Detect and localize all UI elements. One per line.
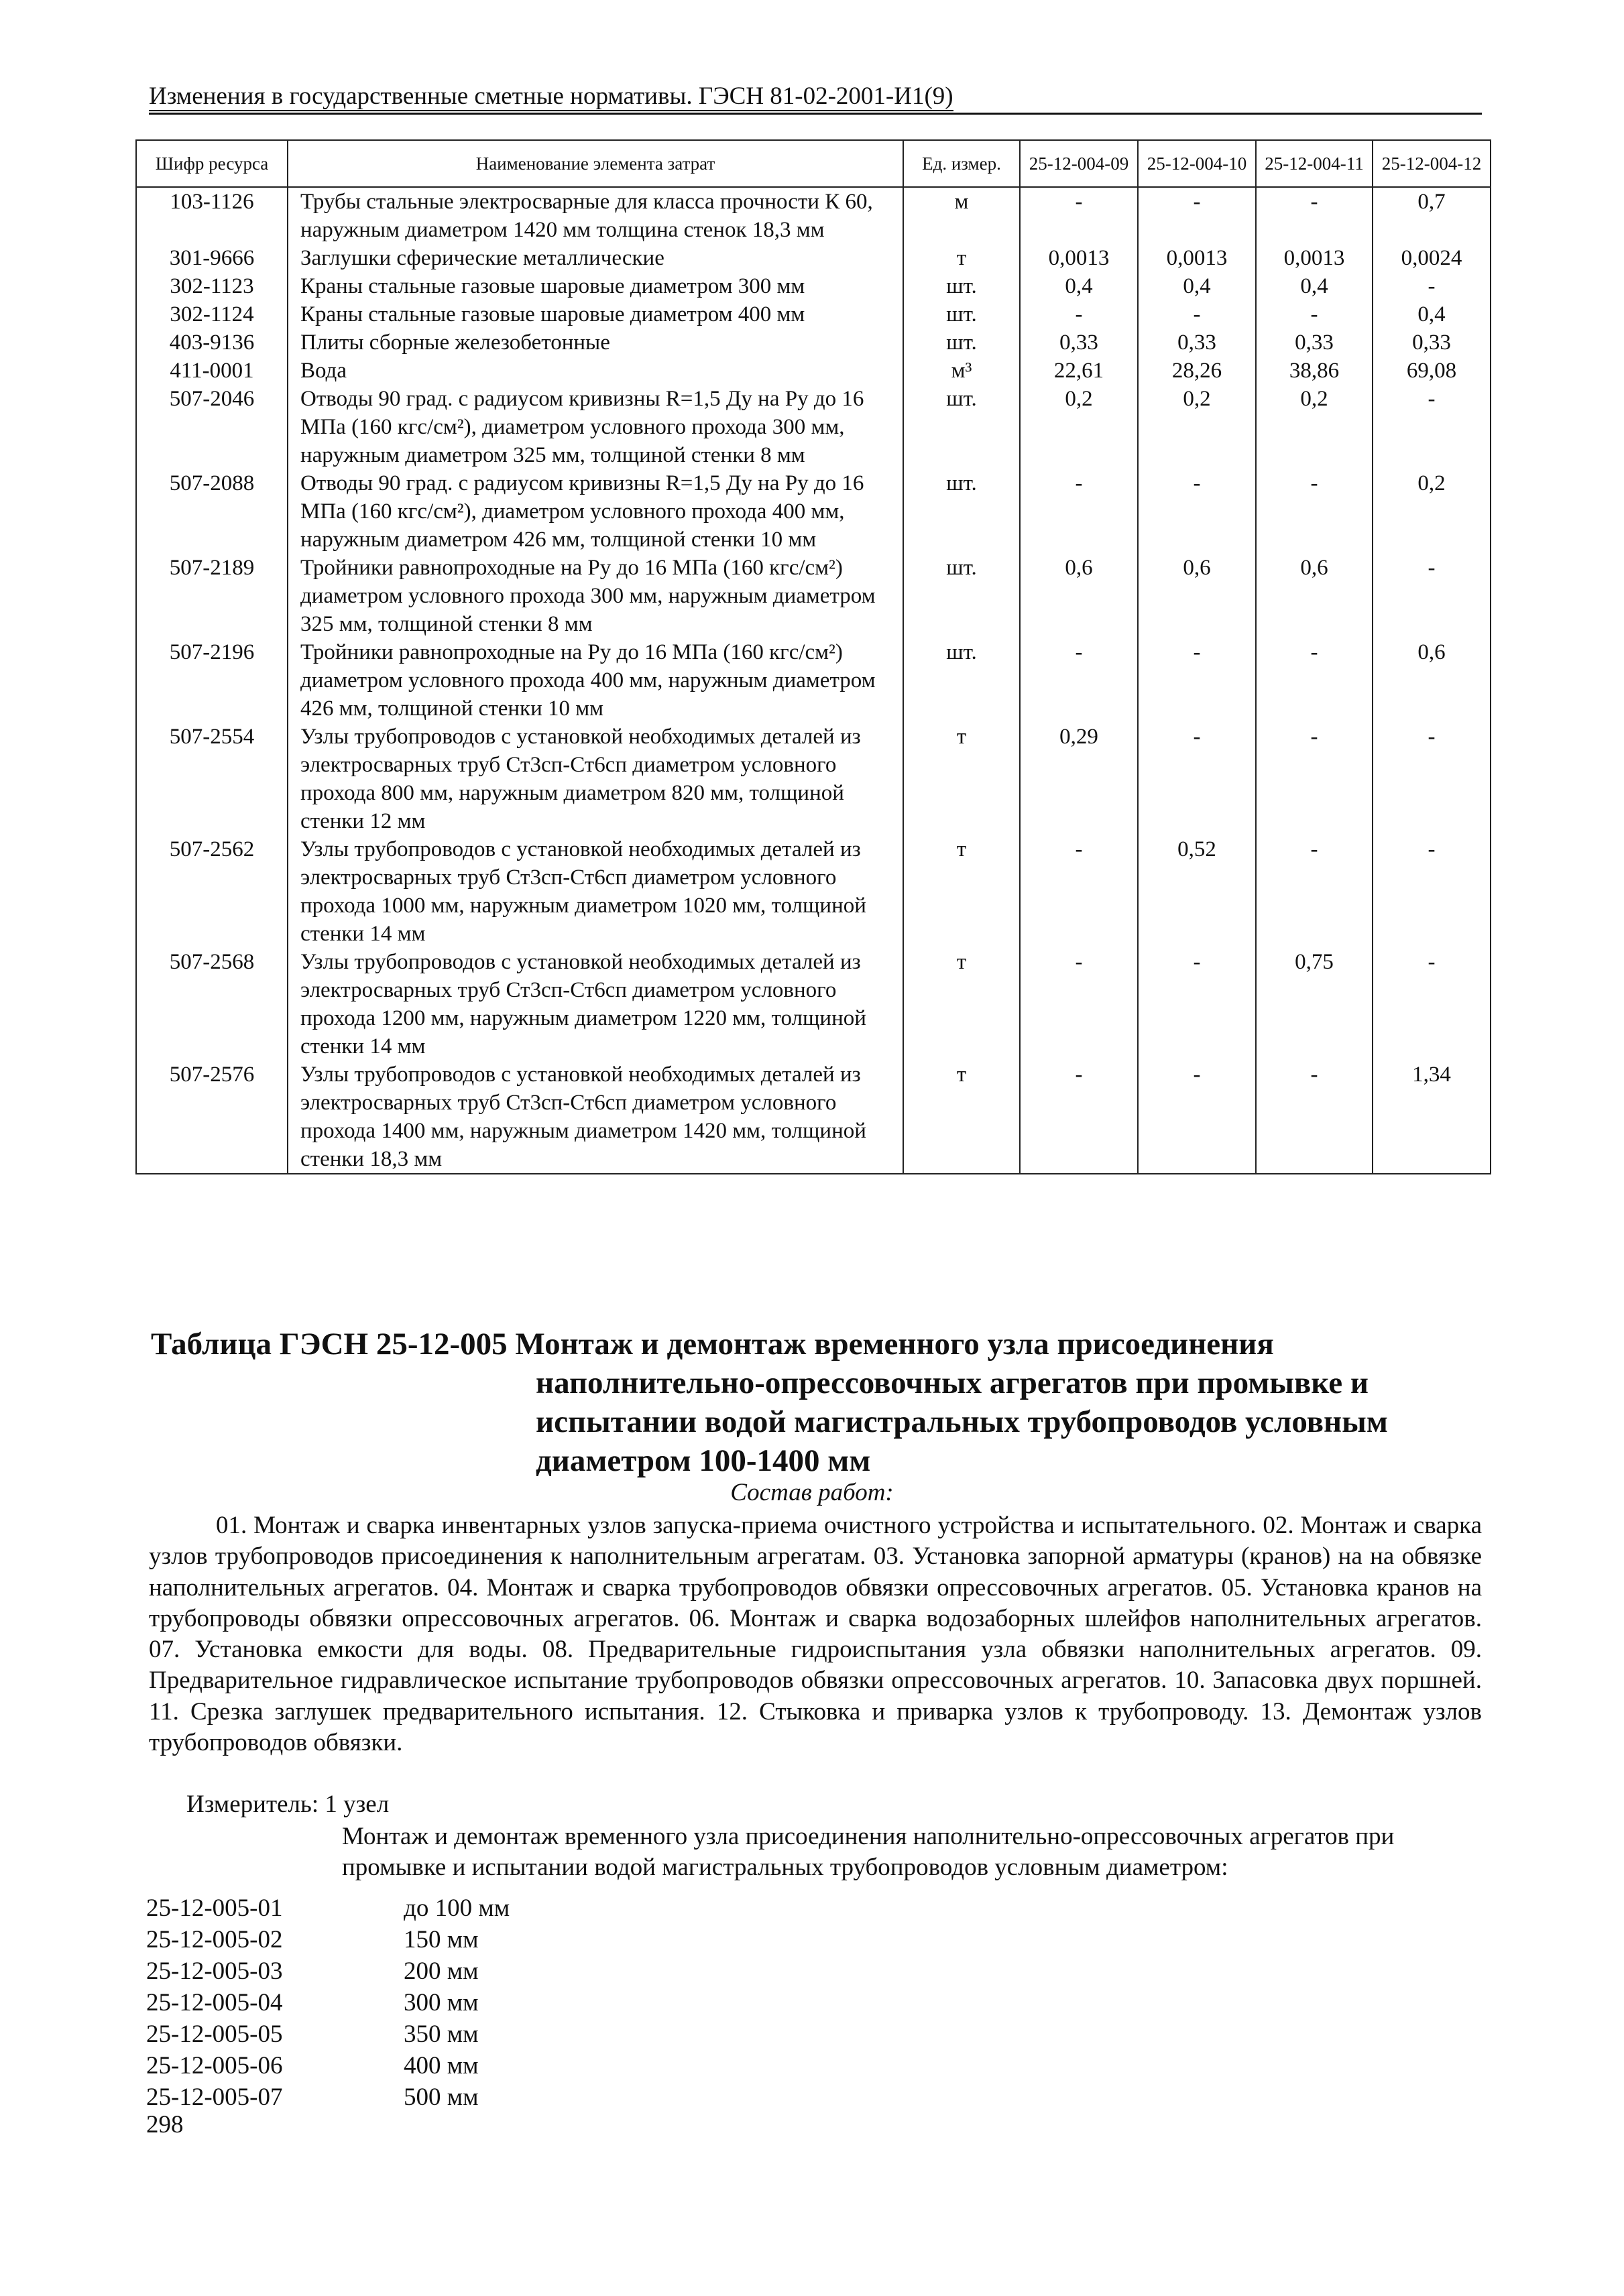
variant-code: 25-12-005-05 [146, 2020, 283, 2048]
value-cell-004-11: - [1256, 638, 1373, 723]
col-header-code: Шифр ресурса [136, 140, 288, 187]
resource-name-cell: Тройники равнопроходные на Ру до 16 МПа (160 кгс/см²) диаметром условного прохода 300 мм, наружным диаметром 325 мм, толщиной стенки 8 мм [288, 554, 903, 638]
value-cell-004-12: 0,4 [1373, 300, 1491, 328]
value-cell-004-09: 0,0013 [1020, 244, 1138, 272]
value-cell-004-09: 0,2 [1020, 385, 1138, 469]
resource-code-cell: 507-2568 [136, 948, 288, 1061]
resource-name-cell: Плиты сборные железобетонные [288, 328, 903, 357]
resource-code-cell: 507-2562 [136, 835, 288, 948]
variant-item [146, 2081, 510, 2113]
resource-code-cell: 507-2046 [136, 385, 288, 469]
resource-code-cell: 302-1124 [136, 300, 288, 328]
col-header-004-10: 25-12-004-10 [1138, 140, 1256, 187]
unit-cell: т [903, 723, 1020, 835]
table-row [136, 723, 1491, 835]
table-row [136, 244, 1491, 272]
variant-code: 25-12-005-02 [146, 1926, 283, 1953]
value-cell-004-11: - [1256, 835, 1373, 948]
unit-cell: шт. [903, 554, 1020, 638]
table-row [136, 638, 1491, 723]
resource-table-body [136, 187, 1491, 1174]
variant-label: 500 мм [404, 2083, 479, 2111]
variant-code: 25-12-005-06 [146, 2052, 283, 2079]
value-cell-004-10: 28,26 [1138, 357, 1256, 385]
resource-code-cell: 411-0001 [136, 357, 288, 385]
table-row [136, 300, 1491, 328]
resource-code-cell: 507-2576 [136, 1061, 288, 1174]
unit-cell: т [903, 244, 1020, 272]
value-cell-004-09: - [1020, 835, 1138, 948]
unit-cell: шт. [903, 385, 1020, 469]
table-header-row [136, 140, 1491, 187]
value-cell-004-10: 0,52 [1138, 835, 1256, 948]
value-cell-004-12: 0,0024 [1373, 244, 1491, 272]
resource-code-cell: 103-1126 [136, 187, 288, 244]
resource-code-cell: 507-2088 [136, 469, 288, 554]
measure-unit: Измеритель: 1 узел [186, 1791, 390, 1818]
col-header-004-11: 25-12-004-11 [1256, 140, 1373, 187]
table-row [136, 385, 1491, 469]
section-title [151, 1325, 1485, 1480]
value-cell-004-11: 38,86 [1256, 357, 1373, 385]
value-cell-004-12: - [1373, 554, 1491, 638]
col-header-004-12: 25-12-004-12 [1373, 140, 1491, 187]
variant-label: 150 мм [404, 1926, 479, 1953]
resource-code-cell: 301-9666 [136, 244, 288, 272]
value-cell-004-09: - [1020, 300, 1138, 328]
value-cell-004-11: 0,33 [1256, 328, 1373, 357]
variant-label: 200 мм [404, 1957, 479, 1985]
value-cell-004-10: - [1138, 723, 1256, 835]
value-cell-004-10: - [1138, 469, 1256, 554]
unit-cell: шт. [903, 638, 1020, 723]
value-cell-004-11: 0,75 [1256, 948, 1373, 1061]
unit-cell: м³ [903, 357, 1020, 385]
resource-name-cell: Краны стальные газовые шаровые диаметром 400 мм [288, 300, 903, 328]
value-cell-004-10: 0,2 [1138, 385, 1256, 469]
variant-item [146, 1987, 510, 2018]
resource-name-cell: Заглушки сферические металлические [288, 244, 903, 272]
value-cell-004-12: 69,08 [1373, 357, 1491, 385]
value-cell-004-09: 22,61 [1020, 357, 1138, 385]
value-cell-004-11: 0,4 [1256, 272, 1373, 300]
work-composition-heading: Состав работ: [730, 1479, 894, 1506]
variant-item [146, 1955, 510, 1987]
variant-code: 25-12-005-04 [146, 1989, 283, 2016]
value-cell-004-09: - [1020, 948, 1138, 1061]
variant-code: 25-12-005-03 [146, 1957, 283, 1985]
resource-code-cell: 302-1123 [136, 272, 288, 300]
value-cell-004-11: 0,2 [1256, 385, 1373, 469]
variants-intro: Монтаж и демонтаж временного узла присоединения наполнительно-опрессовочных агрегатов при промывке и испытании водой магистральных трубопроводов условным диаметром: [342, 1823, 1395, 1881]
value-cell-004-10: 0,4 [1138, 272, 1256, 300]
variant-item [146, 1892, 510, 1924]
variant-label: 350 мм [404, 2020, 479, 2048]
value-cell-004-11: - [1256, 1061, 1373, 1174]
value-cell-004-11: - [1256, 300, 1373, 328]
unit-cell: т [903, 835, 1020, 948]
value-cell-004-09: 0,4 [1020, 272, 1138, 300]
resource-name-cell: Тройники равнопроходные на Ру до 16 МПа (160 кгс/см²) диаметром условного прохода 400 мм, наружным диаметром 426 мм, толщиной стенки 10 мм [288, 638, 903, 723]
variant-label: 400 мм [404, 2052, 479, 2079]
table-row [136, 554, 1491, 638]
value-cell-004-12: 0,7 [1373, 187, 1491, 244]
running-header-text: Изменения в государственные сметные нормативы. ГЭСН 81-02-2001-И1(9) [149, 82, 953, 110]
value-cell-004-12: 0,2 [1373, 469, 1491, 554]
table-row [136, 272, 1491, 300]
section-title-continuation: наполнительно-опрессовочных агрегатов при промывке и испытании водой магистральных трубопроводов условным диаметром 100-1400 мм [536, 1366, 1388, 1478]
variants-list [146, 1892, 510, 2113]
unit-cell: шт. [903, 328, 1020, 357]
unit-cell: м [903, 187, 1020, 244]
value-cell-004-12: 0,6 [1373, 638, 1491, 723]
value-cell-004-12: - [1373, 835, 1491, 948]
value-cell-004-12: - [1373, 272, 1491, 300]
resource-code-cell: 507-2554 [136, 723, 288, 835]
resource-name-cell: Трубы стальные электросварные для класса прочности К 60, наружным диаметром 1420 мм толщина стенок 18,3 мм [288, 187, 903, 244]
unit-cell: шт. [903, 300, 1020, 328]
unit-cell: т [903, 948, 1020, 1061]
value-cell-004-09: 0,33 [1020, 328, 1138, 357]
value-cell-004-09: - [1020, 469, 1138, 554]
value-cell-004-11: 0,6 [1256, 554, 1373, 638]
resource-name-cell: Отводы 90 град. с радиусом кривизны R=1,5 Ду на Ру до 16 МПа (160 кгс/см²), диаметром условного прохода 400 мм, наружным диаметром 426 мм, толщиной стенки 10 мм [288, 469, 903, 554]
resource-code-cell: 507-2189 [136, 554, 288, 638]
resource-name-cell: Узлы трубопроводов с установкой необходимых деталей из электросварных труб Ст3сп-Ст6сп диаметром условного прохода 1400 мм, наружным диаметром 1420 мм, толщиной стенки 18,3 мм [288, 1061, 903, 1174]
resource-name-cell: Краны стальные газовые шаровые диаметром 300 мм [288, 272, 903, 300]
variant-item [146, 2018, 510, 2050]
variant-item [146, 2050, 510, 2081]
value-cell-004-09: 0,6 [1020, 554, 1138, 638]
resource-code-cell: 507-2196 [136, 638, 288, 723]
value-cell-004-12: - [1373, 948, 1491, 1061]
table-row [136, 357, 1491, 385]
value-cell-004-10: - [1138, 948, 1256, 1061]
table-row [136, 328, 1491, 357]
resource-code-cell: 403-9136 [136, 328, 288, 357]
value-cell-004-10: 0,6 [1138, 554, 1256, 638]
table-row [136, 948, 1491, 1061]
value-cell-004-10: - [1138, 187, 1256, 244]
resource-name-cell: Узлы трубопроводов с установкой необходимых деталей из электросварных труб Ст3сп-Ст6сп диаметром условного прохода 800 мм, наружным диаметром 820 мм, толщиной стенки 12 мм [288, 723, 903, 835]
unit-cell: шт. [903, 469, 1020, 554]
value-cell-004-10: 0,0013 [1138, 244, 1256, 272]
section-title-lead: Таблица ГЭСН 25-12-005 Монтаж и демонтаж временного узла присоединения [151, 1327, 1274, 1362]
running-header [149, 82, 1482, 115]
table-row [136, 1061, 1491, 1174]
table-row [136, 469, 1491, 554]
variant-item [146, 1924, 510, 1955]
unit-cell: шт. [903, 272, 1020, 300]
value-cell-004-09: - [1020, 638, 1138, 723]
value-cell-004-10: - [1138, 300, 1256, 328]
value-cell-004-11: - [1256, 723, 1373, 835]
value-cell-004-12: - [1373, 723, 1491, 835]
table-row [136, 187, 1491, 244]
value-cell-004-11: 0,0013 [1256, 244, 1373, 272]
value-cell-004-12: 1,34 [1373, 1061, 1491, 1174]
value-cell-004-10: - [1138, 1061, 1256, 1174]
value-cell-004-12: - [1373, 385, 1491, 469]
value-cell-004-11: - [1256, 469, 1373, 554]
work-composition-text: 01. Монтаж и сварка инвентарных узлов запуска-приема очистного устройства и испытательного. 02. Монтаж и сварка узлов трубопроводов присоединения к наполнительным агрегатам. 03. Установка запорной арматуры (кранов) на на обвязке наполнительных агрегатов. 04. Монтаж и сварка трубопроводов обвязки опрессовочных агрегатов. 05. Установка кранов на трубопроводы обвязки опрессовочных агрегатов. 06. Монтаж и сварка водозаборных шлейфов наполнительных агрегатов. 07. Установка емкости для воды. 08. Предварительные гидроиспытания узла обвязки наполнительных агрегатов. 09. Предварительное гидравлическое испытание трубопроводов обвязки опрессовочных агрегатов. 10. Запасовка двух поршней. 11. Срезка заглушек предварительного испытания. 12. Стыковка и приварка узлов к трубопроводу. 13. Демонтаж узлов трубопроводов обвязки. [149, 1512, 1482, 1757]
page-number: 298 [146, 2111, 184, 2138]
resource-name-cell: Вода [288, 357, 903, 385]
variant-code: 25-12-005-01 [146, 1894, 283, 1922]
value-cell-004-10: - [1138, 638, 1256, 723]
col-header-unit: Ед. измер. [903, 140, 1020, 187]
variant-label: до 100 мм [404, 1894, 510, 1922]
value-cell-004-09: - [1020, 1061, 1138, 1174]
resource-table [135, 139, 1491, 1174]
unit-cell: т [903, 1061, 1020, 1174]
col-header-name: Наименование элемента затрат [288, 140, 903, 187]
resource-name-cell: Узлы трубопроводов с установкой необходимых деталей из электросварных труб Ст3сп-Ст6сп диаметром условного прохода 1000 мм, наружным диаметром 1020 мм, толщиной стенки 14 мм [288, 835, 903, 948]
value-cell-004-09: - [1020, 187, 1138, 244]
table-row [136, 835, 1491, 948]
variant-label: 300 мм [404, 1989, 479, 2016]
value-cell-004-11: - [1256, 187, 1373, 244]
value-cell-004-10: 0,33 [1138, 328, 1256, 357]
resource-name-cell: Отводы 90 град. с радиусом кривизны R=1,5 Ду на Ру до 16 МПа (160 кгс/см²), диаметром условного прохода 300 мм, наружным диаметром 325 мм, толщиной стенки 8 мм [288, 385, 903, 469]
value-cell-004-09: 0,29 [1020, 723, 1138, 835]
value-cell-004-12: 0,33 [1373, 328, 1491, 357]
col-header-004-09: 25-12-004-09 [1020, 140, 1138, 187]
resource-name-cell: Узлы трубопроводов с установкой необходимых деталей из электросварных труб Ст3сп-Ст6сп диаметром условного прохода 1200 мм, наружным диаметром 1220 мм, толщиной стенки 14 мм [288, 948, 903, 1061]
variant-code: 25-12-005-07 [146, 2083, 283, 2111]
